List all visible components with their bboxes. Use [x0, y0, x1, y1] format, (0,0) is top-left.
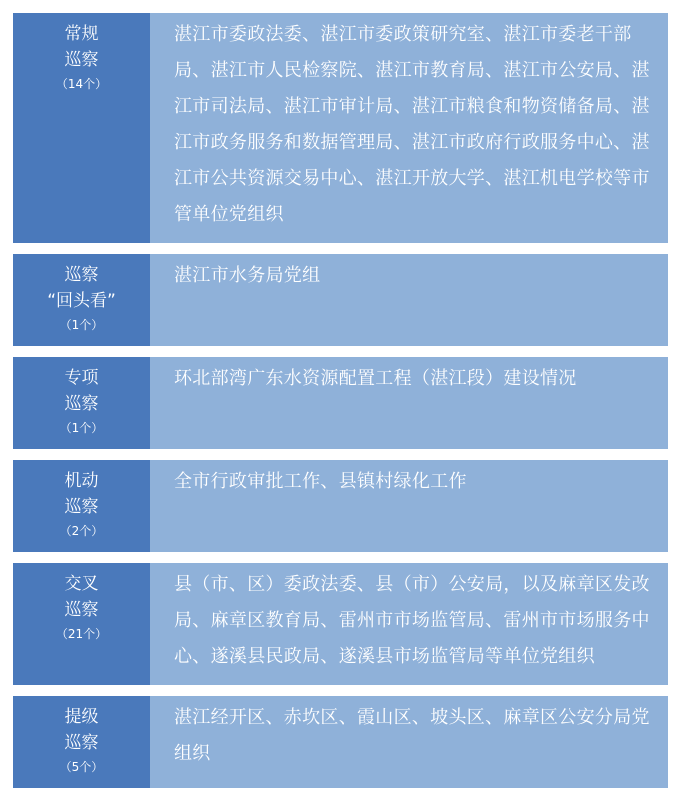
table-row: [13, 563, 668, 685]
category-name: 常规: [64, 24, 99, 44]
table-row: [13, 254, 668, 346]
category-name: 交叉: [64, 574, 99, 594]
category-cell: [13, 254, 150, 346]
table-row: [13, 460, 668, 552]
category-cell: [13, 13, 150, 243]
category-name: 机动: [64, 471, 99, 491]
category-type: “回头看”: [47, 291, 116, 311]
table-row: [13, 696, 668, 788]
category-name: 提级: [64, 707, 99, 727]
category-type: 巡察: [64, 50, 99, 70]
content-cell: 湛江市水务局党组: [150, 254, 668, 346]
category-cell: [13, 563, 150, 685]
table-row: [13, 357, 668, 449]
content-cell: 全市行政审批工作、县镇村绿化工作: [150, 460, 668, 552]
content-cell: 湛江市委政法委、湛江市委政策研究室、湛江市委老干部局、湛江市人民检察院、湛江市教育局、湛江市公安局、湛江市司法局、湛江市审计局、湛江市粮食和物资储备局、湛江市政务服务和数据管理局、湛江市政府行政服务中心、湛江市公共资源交易中心、湛江开放大学、湛江机电学校等市管单位党组织: [150, 13, 668, 243]
category-count: （5个）: [59, 760, 104, 774]
category-cell: [13, 696, 150, 788]
category-count: （2个）: [59, 524, 104, 538]
category-name: 专项: [64, 368, 99, 388]
category-cell: [13, 460, 150, 552]
category-count: （1个）: [59, 318, 104, 332]
content-cell: 县（市、区）委政法委、县（市）公安局，以及麻章区发改局、麻章区教育局、雷州市市场监管局、雷州市市场服务中心、遂溪县民政局、遂溪县市场监管局等单位党组织: [150, 563, 668, 685]
category-name: 巡察: [64, 265, 99, 285]
category-count: （21个）: [55, 627, 108, 641]
content-cell: 环北部湾广东水资源配置工程（湛江段）建设情况: [150, 357, 668, 449]
category-type: 巡察: [64, 497, 99, 517]
inspection-table: [13, 13, 668, 788]
category-type: 巡察: [64, 394, 99, 414]
category-count: （14个）: [55, 77, 108, 91]
category-cell: [13, 357, 150, 449]
category-type: 巡察: [64, 733, 99, 753]
category-type: 巡察: [64, 600, 99, 620]
content-cell: 湛江经开区、赤坎区、霞山区、坡头区、麻章区公安分局党组织: [150, 696, 668, 788]
category-count: （1个）: [59, 421, 104, 435]
table-row: [13, 13, 668, 243]
